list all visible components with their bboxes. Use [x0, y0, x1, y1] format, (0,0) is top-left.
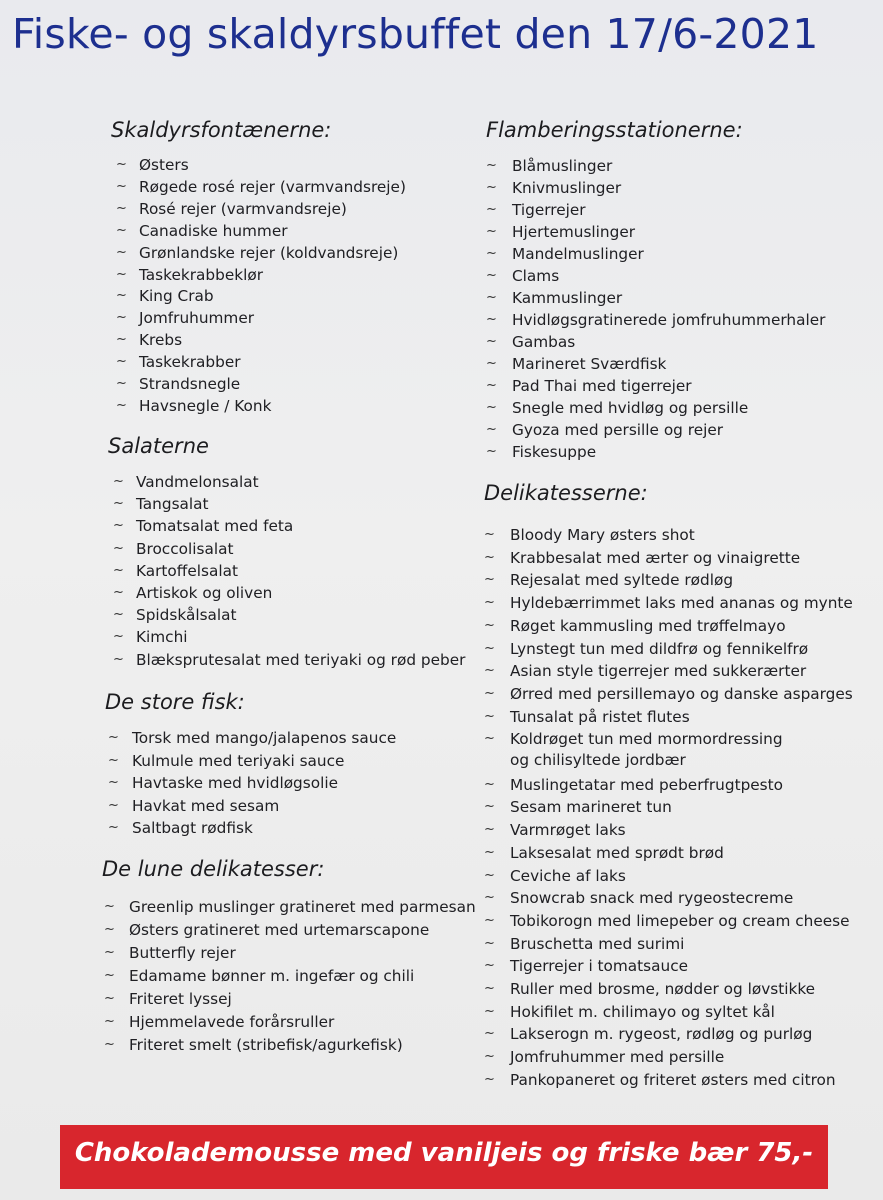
bullet-tilde: ~ [486, 334, 497, 349]
bullet-tilde: ~ [104, 922, 115, 937]
menu-item: Kammuslinger [512, 289, 623, 307]
menu-item: Butterfly rejer [129, 944, 236, 962]
bullet-tilde: ~ [484, 549, 495, 565]
menu-item: Koldrøget tun med mormordressing [510, 730, 783, 749]
bullet-tilde: ~ [104, 1014, 115, 1029]
bullet-tilde: ~ [486, 246, 497, 261]
bullet-tilde: ~ [104, 945, 115, 960]
bullet-tilde: ~ [484, 958, 495, 974]
bullet-tilde: ~ [486, 378, 497, 393]
menu-item: Broccolisalat [136, 539, 234, 558]
section-heading-lune: De lune delikatesser: [102, 857, 325, 881]
menu-item: Røgede rosé rejer (varmvandsreje) [139, 177, 406, 196]
menu-item: Havsnegle / Konk [139, 396, 272, 415]
bullet-tilde: ~ [486, 444, 497, 459]
bullet-tilde: ~ [484, 708, 495, 724]
bullet-tilde: ~ [116, 157, 127, 172]
section-heading-flambering: Flamberingsstationerne: [486, 118, 743, 142]
menu-item: Jomfruhummer [139, 309, 255, 328]
bullet-tilde: ~ [484, 844, 495, 860]
menu-item: Knivmuslinger [512, 179, 622, 197]
menu-item: Gambas [512, 333, 576, 351]
menu-item: Bloody Mary østers shot [510, 526, 695, 544]
bullet-tilde: ~ [116, 266, 127, 282]
menu-item: Røget kammusling med trøffelmayo [510, 616, 786, 635]
bullet-tilde: ~ [116, 332, 127, 348]
menu-item: Østers gratineret med urtemarscapone [129, 921, 430, 939]
bullet-tilde: ~ [113, 562, 124, 578]
bullet-tilde: ~ [484, 640, 495, 656]
menu-item: Lynstegt tun med dildfrø og fennikelfrø [510, 639, 809, 658]
menu-item: Snegle med hvidløg og persille [512, 399, 749, 417]
bullet-tilde: ~ [104, 1037, 115, 1052]
menu-item: Grønlandske rejer (koldvandsreje) [139, 243, 399, 262]
bullet-tilde: ~ [104, 991, 115, 1006]
bullet-tilde: ~ [113, 585, 124, 600]
bullet-tilde: ~ [116, 244, 127, 260]
bullet-tilde: ~ [486, 158, 497, 173]
menu-item: Tobikorogn med limepeber og cream cheese [510, 911, 850, 930]
menu-item: Laksesalat med sprødt brød [510, 843, 724, 862]
bullet-tilde: ~ [486, 400, 497, 415]
bullet-tilde: ~ [484, 1049, 495, 1065]
menu-item: Tangsalat [136, 495, 209, 514]
bullet-tilde: ~ [116, 200, 127, 216]
bullet-tilde: ~ [116, 178, 127, 194]
bullet-tilde: ~ [116, 288, 127, 304]
menu-item: Edamame bønner m. ingefær og chili [129, 967, 415, 985]
bullet-tilde: ~ [486, 202, 497, 217]
bullet-tilde: ~ [108, 797, 119, 813]
bullet-tilde: ~ [484, 776, 495, 792]
menu-item: Hokifilet m. chilimayo og syltet kål [510, 1002, 775, 1021]
page-title: Fiske- og skaldyrsbuffet den 17/6-2021 [12, 10, 819, 58]
bullet-tilde: ~ [113, 651, 124, 667]
menu-item: Mandelmuslinger [512, 245, 644, 263]
section-heading-storefisk: De store fisk: [105, 690, 245, 714]
bullet-tilde: ~ [484, 1026, 495, 1042]
menu-item: Muslingetatar med peberfrugtpesto [510, 775, 784, 794]
menu-item: Ruller med brosme, nødder og løvstikke [510, 980, 816, 998]
menu-item: Sesam marineret tun [510, 798, 672, 817]
bullet-tilde: ~ [116, 376, 127, 391]
dessert-banner [60, 1125, 828, 1189]
bullet-tilde: ~ [484, 572, 495, 588]
menu-item: Bruschetta med surimi [510, 934, 685, 953]
menu-item: Rosé rejer (varmvandsreje) [139, 199, 347, 218]
menu-item: Pankopaneret og friteret østers med citron [510, 1070, 836, 1089]
section-heading-delikatesser: Delikatesserne: [484, 481, 648, 505]
bullet-tilde: ~ [113, 496, 124, 512]
menu-item: Ceviche af laks [510, 866, 626, 885]
menu-item: Gyoza med persille og rejer [512, 421, 724, 439]
menu-item: Blåmuslinger [512, 157, 613, 175]
menu-item: Kartoffelsalat [136, 561, 238, 580]
section-heading-salaterne: Salaterne [108, 434, 209, 458]
menu-item: Blæksprutesalat med teriyaki og rød peber [136, 650, 466, 669]
menu-item: Asian style tigerrejer med sukkerærter [510, 662, 807, 681]
bullet-tilde: ~ [486, 224, 497, 239]
bullet-tilde: ~ [113, 629, 124, 645]
bullet-tilde: ~ [484, 981, 495, 996]
bullet-tilde: ~ [484, 663, 495, 679]
bullet-tilde: ~ [104, 899, 115, 914]
bullet-tilde: ~ [113, 540, 124, 556]
menu-item: Pad Thai med tigerrejer [512, 377, 692, 395]
menu-item: Krabbesalat med ærter og vinaigrette [510, 548, 801, 567]
menu-item: Saltbagt rødfisk [132, 819, 253, 838]
menu-item: Jomfruhummer med persille [510, 1048, 725, 1067]
menu-item: Strandsnegle [139, 375, 241, 393]
bullet-tilde: ~ [113, 607, 124, 623]
bullet-tilde: ~ [116, 397, 127, 413]
bullet-tilde: ~ [484, 527, 495, 542]
menu-item: Hvidløgsgratinerede jomfruhummerhaler [512, 311, 826, 329]
bullet-tilde: ~ [113, 518, 124, 534]
menu-item: Marineret Sværdfisk [512, 355, 667, 373]
menu-item: Hjemmelavede forårsruller [129, 1013, 335, 1031]
menu-item: Østers [139, 156, 189, 174]
bullet-tilde: ~ [116, 222, 127, 238]
bullet-tilde: ~ [116, 354, 127, 370]
bullet-tilde: ~ [486, 290, 497, 305]
dessert-text: Chokolademousse med vaniljeis og friske bær 75,- [74, 1138, 814, 1168]
bullet-tilde: ~ [486, 268, 497, 283]
menu-item: Taskekrabber [139, 353, 241, 372]
bullet-tilde: ~ [108, 730, 119, 745]
menu-item: Varmrøget laks [510, 821, 626, 840]
bullet-tilde: ~ [116, 310, 127, 326]
bullet-tilde: ~ [484, 799, 495, 815]
menu-item: Hjertemuslinger [512, 223, 636, 241]
menu-item: Torsk med mango/jalapenos sauce [132, 729, 397, 747]
bullet-tilde: ~ [484, 617, 495, 633]
menu-item: Fiskesuppe [512, 443, 597, 461]
menu-item: King Crab [139, 287, 214, 306]
bullet-tilde: ~ [486, 356, 497, 371]
bullet-tilde: ~ [484, 935, 495, 951]
menu-item: Havkat med sesam [132, 796, 280, 815]
menu-item: Artiskok og oliven [136, 584, 273, 602]
menu-item: Friteret lyssej [129, 990, 232, 1008]
menu-item: Hyldebærrimmet laks med ananas og mynte [510, 594, 853, 613]
bullet-tilde: ~ [484, 890, 495, 906]
bullet-tilde: ~ [108, 820, 119, 836]
menu-item: Kulmule med teriyaki sauce [132, 751, 345, 770]
menu-item: Taskekrabbeklør [139, 265, 263, 284]
bullet-tilde: ~ [484, 595, 495, 611]
bullet-tilde: ~ [484, 685, 495, 701]
bullet-tilde: ~ [108, 752, 119, 768]
menu-item: Greenlip muslinger gratineret med parmesan [129, 898, 476, 916]
menu-item: Tigerrejer [512, 201, 586, 219]
menu-item: Lakserogn m. rygeost, rødløg og purløg [510, 1025, 813, 1044]
menu-item: Vandmelonsalat [136, 473, 259, 491]
menu-item: Tomatsalat med feta [136, 517, 294, 536]
menu-item: Havtaske med hvidløgsolie [132, 774, 339, 793]
menu-item: Clams [512, 267, 560, 285]
menu-item: Tigerrejer i tomatsauce [510, 957, 689, 976]
menu-item: Canadiske hummer [139, 221, 288, 240]
bullet-tilde: ~ [484, 867, 495, 883]
bullet-tilde: ~ [484, 912, 495, 928]
menu-item: Friteret smelt (stribefisk/agurkefisk) [129, 1036, 403, 1054]
menu-item: Spidskålsalat [136, 606, 237, 625]
bullet-tilde: ~ [486, 312, 497, 327]
bullet-tilde: ~ [113, 474, 124, 489]
bullet-tilde: ~ [484, 1071, 495, 1087]
menu-item: Ørred med persillemayo og danske asparges [510, 684, 853, 703]
bullet-tilde: ~ [108, 775, 119, 791]
menu-item: Kimchi [136, 628, 188, 647]
bullet-tilde: ~ [486, 422, 497, 437]
bullet-tilde: ~ [484, 822, 495, 838]
menu-item: Snowcrab snack med rygeostecreme [510, 889, 794, 908]
menu-item: Rejesalat med syltede rødløg [510, 571, 734, 590]
bullet-tilde: ~ [104, 968, 115, 983]
menu-item: og chilisyltede jordbær [510, 751, 686, 769]
bullet-tilde: ~ [484, 1003, 495, 1019]
section-heading-skaldyr: Skaldyrsfontænerne: [111, 118, 332, 142]
bullet-tilde: ~ [486, 180, 497, 195]
menu-item: Krebs [139, 331, 183, 350]
bullet-tilde: ~ [484, 731, 495, 747]
menu-item: Tunsalat på ristet flutes [510, 707, 690, 726]
